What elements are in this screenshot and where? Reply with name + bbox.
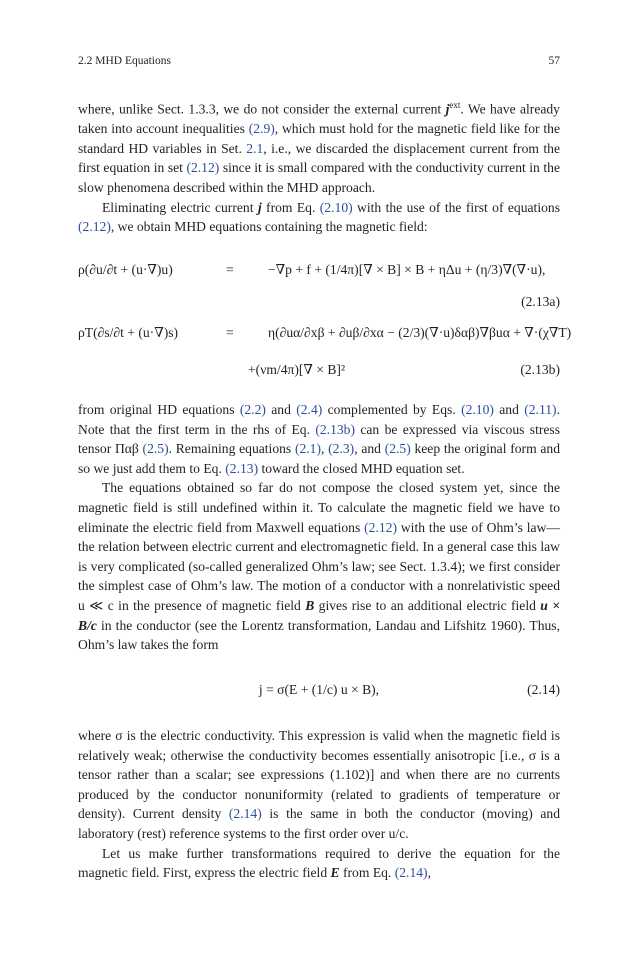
text-block-1: [78, 96, 560, 237]
ref-eq-2-12[interactable]: (2.12): [186, 160, 220, 176]
equation-number: (2.13b): [520, 362, 560, 377]
equation-2-13a: [78, 262, 560, 282]
paragraph-1: where, unlike Sect. 1.3.3, we do not consider the external current $j^{ext}$. We have already taken into account inequalities (2.9), which must hold for the magnetic field like for the standard HD variables in Set. 2.1, i.e., we discarded the displacement current from the first equation in set (2.12) since it is small compared with the conductivity current in the slow phenomena described within the MHD approach.: [78, 100, 560, 195]
equation-2-13b: [78, 325, 572, 345]
paragraph-2: Eliminating electric current j from Eq. (2.10) with the use of the first of equations (2.12), we obtain MHD equations containing the magnetic field:: [78, 199, 560, 235]
equation-lhs: ρ(∂u/∂t + (u·∇)u): [78, 262, 173, 277]
text-block-2: [78, 400, 560, 655]
equation-relation: =: [226, 262, 234, 277]
ref-eq-2-10[interactable]: (2.10): [461, 402, 494, 417]
ref-eq-2-3[interactable]: (2.3): [328, 441, 355, 457]
page-number: 57: [548, 55, 560, 67]
equation-lhs: ρT(∂s/∂t + (u·∇)s): [78, 325, 179, 340]
paragraph-5: where σ is the electric conductivity. This expression is valid when the magnetic field is relatively weak; otherwise the conductivity becomes essentially anisotropic [i.e., σ is a tensor rather than a scalar; see expressions (1.102)] and when there are no currents produced by the conductor nonuniformity (related to gradients of temperature or density). Current density (2.14) is the same in both the conductor (moving) and laboratory (rest) reference systems to the first order over u/c.: [78, 728, 560, 841]
ref-eq-2-13[interactable]: (2.13): [225, 460, 259, 476]
equation-2-13a-label-row: [78, 294, 560, 314]
ref-eq-2-1[interactable]: (2.1): [294, 441, 321, 457]
equation-rhs: −∇p + f + (1/4π)[∇ × B] × B + ηΔu + (η/3)∇(∇·u),: [268, 262, 546, 277]
ref-eq-2-10[interactable]: (2.10): [319, 199, 353, 215]
ref-eq-2-2[interactable]: (2.2): [239, 402, 266, 417]
equation-rhs-continued: +(νm/4π)[∇ × B]²: [248, 362, 346, 377]
section-title: 2.2 MHD Equations: [78, 55, 171, 67]
ref-eq-2-14[interactable]: (2.14): [228, 806, 262, 822]
ref-eq-2-13b[interactable]: (2.13b): [315, 421, 355, 437]
paragraph-4: The equations obtained so far do not compose the closed system yet, since the magnetic field is still undefined within it. To calculate the magnetic field we have to eliminate the electric field from Maxwell equations (2.12) with the use of Ohm’s law—the relation between electric current and electromagnetic field. In a general case this law is very complicated (so-called generalized Ohm’s law; see Sect. 1.3.4); we first consider the simplest case of Ohm’s law. The motion of a conductor with a nonrelativistic speed u ≪ c in the presence of magnetic field B gives rise to an additional electric field u × B/c in the conductor (see the Lorentz transformation, Landau and Lifshitz 1960). Thus, Ohm’s law takes the form: [78, 480, 560, 653]
ref-eq-2-12[interactable]: (2.12): [364, 519, 397, 535]
equation-rhs: η(∂uα/∂xβ + ∂uβ/∂xα − (2/3)(∇·u)δαβ)∇βuα + ∇·(χ∇T): [268, 325, 572, 340]
paragraph-3: from original HD equations (2.2) and (2.4) complemented by Eqs. (2.10) and (2.11). Note that the first term in the rhs of Eq. (2.13b) can be expressed via viscous stress tensor Παβ (2.5). Remaining equations (2.1), (2.3), and (2.5) keep the original form and so we just add them to Eq. (2.13) toward the closed MHD equation set.: [78, 402, 561, 476]
ref-eq-2-14[interactable]: (2.14): [394, 865, 428, 881]
ref-sect-2-1[interactable]: 2.1: [246, 140, 264, 156]
equation-2-13b-line-2: [78, 362, 560, 382]
ref-eq-2-11[interactable]: (2.11): [524, 402, 557, 417]
equation-number: (2.13a): [521, 294, 560, 309]
ref-eq-2-12[interactable]: (2.12): [78, 219, 111, 235]
ref-eq-2-9[interactable]: (2.9): [248, 121, 275, 137]
paragraph-6: Let us make further transformations required to derive the equation for the magnetic field. First, express the electric field E from Eq. (2.14),: [78, 845, 560, 881]
ref-eq-2-5[interactable]: (2.5): [142, 441, 169, 457]
equation-relation: =: [226, 325, 234, 340]
text-block-3: [78, 726, 560, 883]
ref-eq-2-4[interactable]: (2.4): [296, 402, 323, 417]
equation-number: (2.14): [527, 682, 560, 697]
equation-expression: j = σ(E + (1/c) u × B),: [258, 682, 380, 697]
ref-eq-2-5[interactable]: (2.5): [384, 441, 411, 457]
equation-2-14: [78, 682, 560, 702]
